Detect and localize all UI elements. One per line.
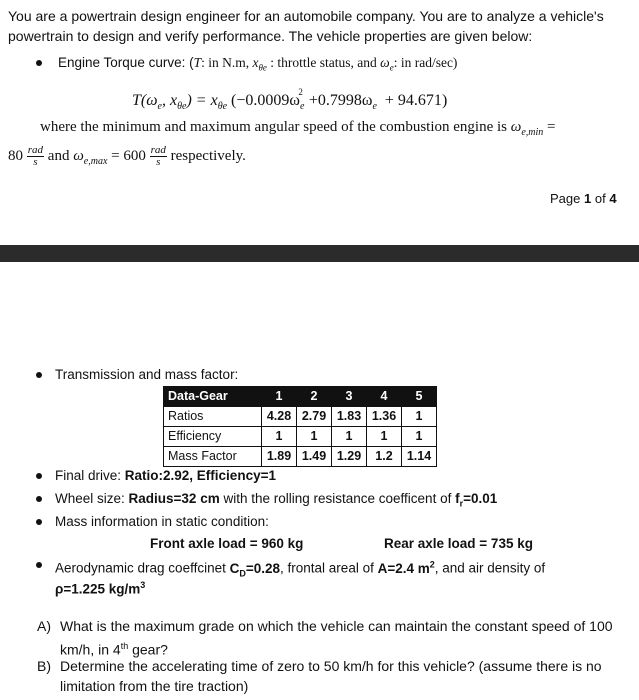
table-row: Efficiency 1 1 1 1 1 (164, 427, 437, 447)
wmax-value: 600 (123, 148, 146, 164)
torque-curve-item (58, 53, 457, 78)
bullet-icon (36, 473, 42, 479)
question-a-label: A) (37, 618, 51, 634)
rad-per-s-fraction-2: $\frac{\text{rad}}{s}$ (150, 144, 166, 169)
omega-units: : in rad/sec) (393, 55, 458, 70)
bullet-icon (36, 562, 42, 568)
throttle-text: : throttle status, and (270, 55, 377, 70)
final-drive-item: Final drive: Ratio:2.92, Efficiency=1 (55, 468, 276, 483)
rad-per-s-fraction: $\frac{\text{rad}}{s}$ (27, 144, 44, 169)
aero-item-line-2: ρ=1.225 $kg/m^3$ (55, 580, 146, 597)
bullet-icon (36, 372, 42, 378)
table-header-row: Data-Gear 1 2 3 4 5 (164, 387, 437, 407)
speed-range: 80 $\frac{\text{rad}}{s}$ and $\omega_{e,max} = 600$ $\frac{\text{rad}}{s}$ respectively. (8, 144, 246, 169)
wheel-item: Wheel size: Radius=32 cm with the rolling resistance coefficent of $f_r=0.01$ (55, 491, 498, 509)
torque-equation (132, 84, 447, 120)
page-separator (0, 245, 639, 262)
torque-label: Engine Torque curve: ( (58, 55, 194, 70)
omega-symbol: $\omega_e$ (380, 55, 394, 73)
intro-line-2: powertrain to design and verify performance. The vehicle properties are given below: (8, 28, 533, 44)
equation-body: $(-0.0009\omega_e^2+0.7998\omega_e + 94.671)$ (231, 87, 448, 113)
front-axle-load: Front axle load = 960 kg (150, 536, 304, 551)
bullet-icon (36, 496, 42, 502)
question-a-line-2: km/h, in 4th gear? (60, 641, 168, 658)
bullet-icon (36, 60, 42, 66)
question-b-label: B) (37, 658, 51, 674)
where-text: where the minimum and maximum angular speed of the combustion engine is $\omega_{e,min}$ = (40, 119, 556, 138)
question-b-line-1: Determine the accelerating time of zero to 50 km/h for this vehicle? (assume there is no (60, 658, 602, 674)
table-row: Ratios 4.28 2.79 1.83 1.36 1 (164, 407, 437, 427)
transmission-label: Transmission and mass factor: (55, 367, 239, 382)
bullet-icon (36, 519, 42, 525)
torque-T: T (193, 55, 202, 70)
transmission-table (163, 386, 437, 467)
question-b-line-2: limitation from the tire traction) (60, 678, 249, 694)
table-row: Mass Factor 1.89 1.49 1.29 1.2 1.14 (164, 447, 437, 467)
intro-line-1: You are a powertrain design engineer for an automobile company. You are to analyze a vehicle's (8, 8, 604, 24)
page-number: Page 1 of 4 (550, 191, 617, 206)
aero-item-line-1: Aerodynamic drag coeffcinet $C_D=0.28$, frontal areal of A=2.4 $m^2$, and air density of (55, 559, 546, 579)
wmin-value: 80 (8, 148, 23, 164)
question-a-line-1: What is the maximum grade on which the vehicle can maintain the constant speed of 100 (60, 618, 613, 634)
equation-lhs: $T(\omega_e$, $x_{\theta e}) = x_{\theta e}$ (132, 92, 228, 113)
torque-units: : in N.m, (201, 55, 250, 70)
throttle-symbol: $x_{\theta e}$ (252, 55, 267, 73)
mass-label: Mass information in static condition: (55, 514, 269, 529)
rear-axle-load: Rear axle load = 735 kg (384, 536, 533, 551)
